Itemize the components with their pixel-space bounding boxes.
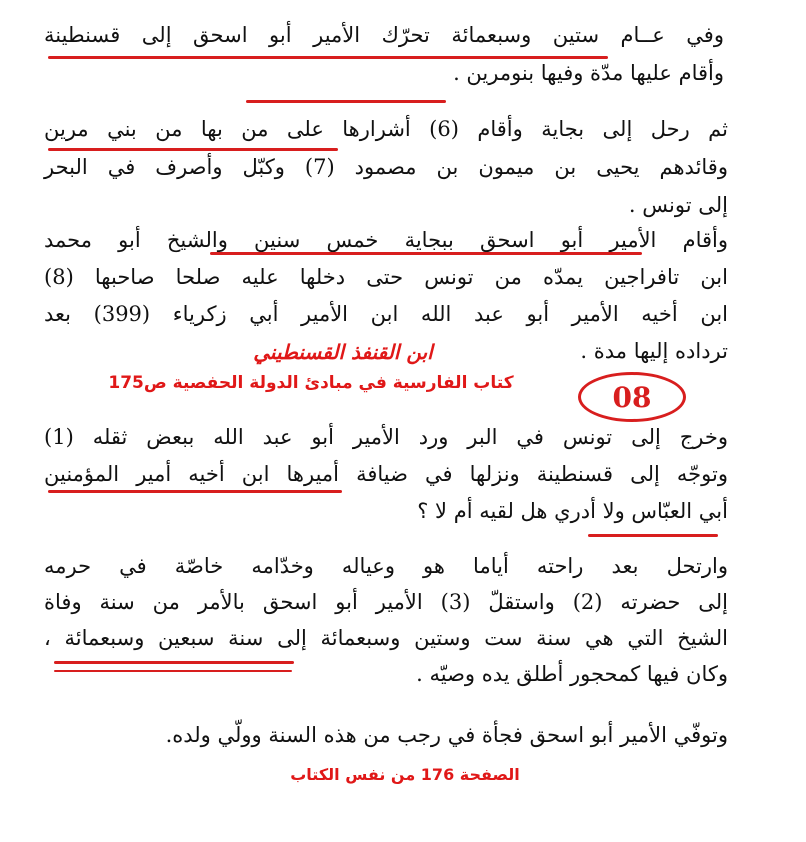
- paragraph-2: [44, 110, 728, 224]
- text-line: ثم رحل إلى بجاية وأقام (6) أشرارها على من بها من بني مرين: [44, 117, 728, 141]
- text-line: وخرج إلى تونس في البر ورد الأمير أبو عبد الله ببعض ثقله (1): [44, 425, 728, 449]
- text-line: أبي العبّاس ولا أدري هل لقيه أم لا ؟: [417, 499, 728, 523]
- footer-caption: الصفحة 176 من نفس الكتاب: [290, 765, 520, 784]
- red-underline: [48, 56, 608, 59]
- text-line: ابن تافراجين يمدّه من تونس حتى دخلها عليه صلحا صاحبها (8): [44, 265, 728, 289]
- text-line: وتوفّي الأمير أبو اسحق فجأة في رجب من هذه السنة وولّي ولده.: [165, 723, 728, 747]
- red-underline: [54, 670, 292, 672]
- page-number-badge: 08: [578, 372, 686, 422]
- paragraph-1: [44, 16, 724, 92]
- red-underline: [48, 490, 342, 493]
- red-underline: [246, 100, 446, 103]
- text-line: وفي عــام ستين وسبعمائة تحرّك الأمير أبو اسحق إلى قسنطينة: [44, 23, 724, 47]
- red-underline: [48, 148, 338, 151]
- text-line: وتوجّه إلى قسنطينة ونزلها في ضيافة أميرها ابن أخيه أمير المؤمنين: [44, 462, 728, 486]
- text-line: وكان فيها كمحجور أطلق يده وصيّه .: [416, 662, 728, 686]
- paragraph-6: [44, 716, 728, 754]
- text-line: إلى تونس .: [628, 193, 728, 217]
- text-line: إلى حضرته (2) واستقلّ (3) الأمير أبو اسحق بالأمر من سنة وفاة: [44, 590, 728, 614]
- paragraph-4: [44, 419, 728, 530]
- book-title: كتاب الفارسية في مبادئ الدولة الحفصية ص175: [108, 373, 514, 393]
- text-line: وأقام الأمير أبو اسحق ببجاية خمس سنين والشيخ أبو محمد: [44, 228, 728, 252]
- text-line: وأقام عليها مدّة وفيها بنومرين .: [453, 61, 724, 85]
- text-line: ابن أخيه الأمير أبو عبد الله ابن الأمير أبي زكرياء (399) بعد: [44, 302, 728, 326]
- text-line: الشيخ التي هي سنة ست وستين وسبعمائة إلى سنة سبعين وسبعمائة ،: [44, 626, 728, 650]
- text-line: وقائدهم يحيى بن ميمون بن مصمود (7) وكبّل وأصرف في البحر: [44, 155, 728, 179]
- text-line: ترداده إليها مدة .: [580, 339, 728, 363]
- red-underline: [54, 661, 294, 664]
- red-underline: [588, 534, 718, 537]
- author-heading: ابن القنفذ القسنطيني: [253, 340, 433, 364]
- red-underline: [210, 252, 642, 255]
- text-line: وارتحل بعد راحته أياما هو وعياله وخدّامه خاصّة في حرمه: [44, 554, 728, 578]
